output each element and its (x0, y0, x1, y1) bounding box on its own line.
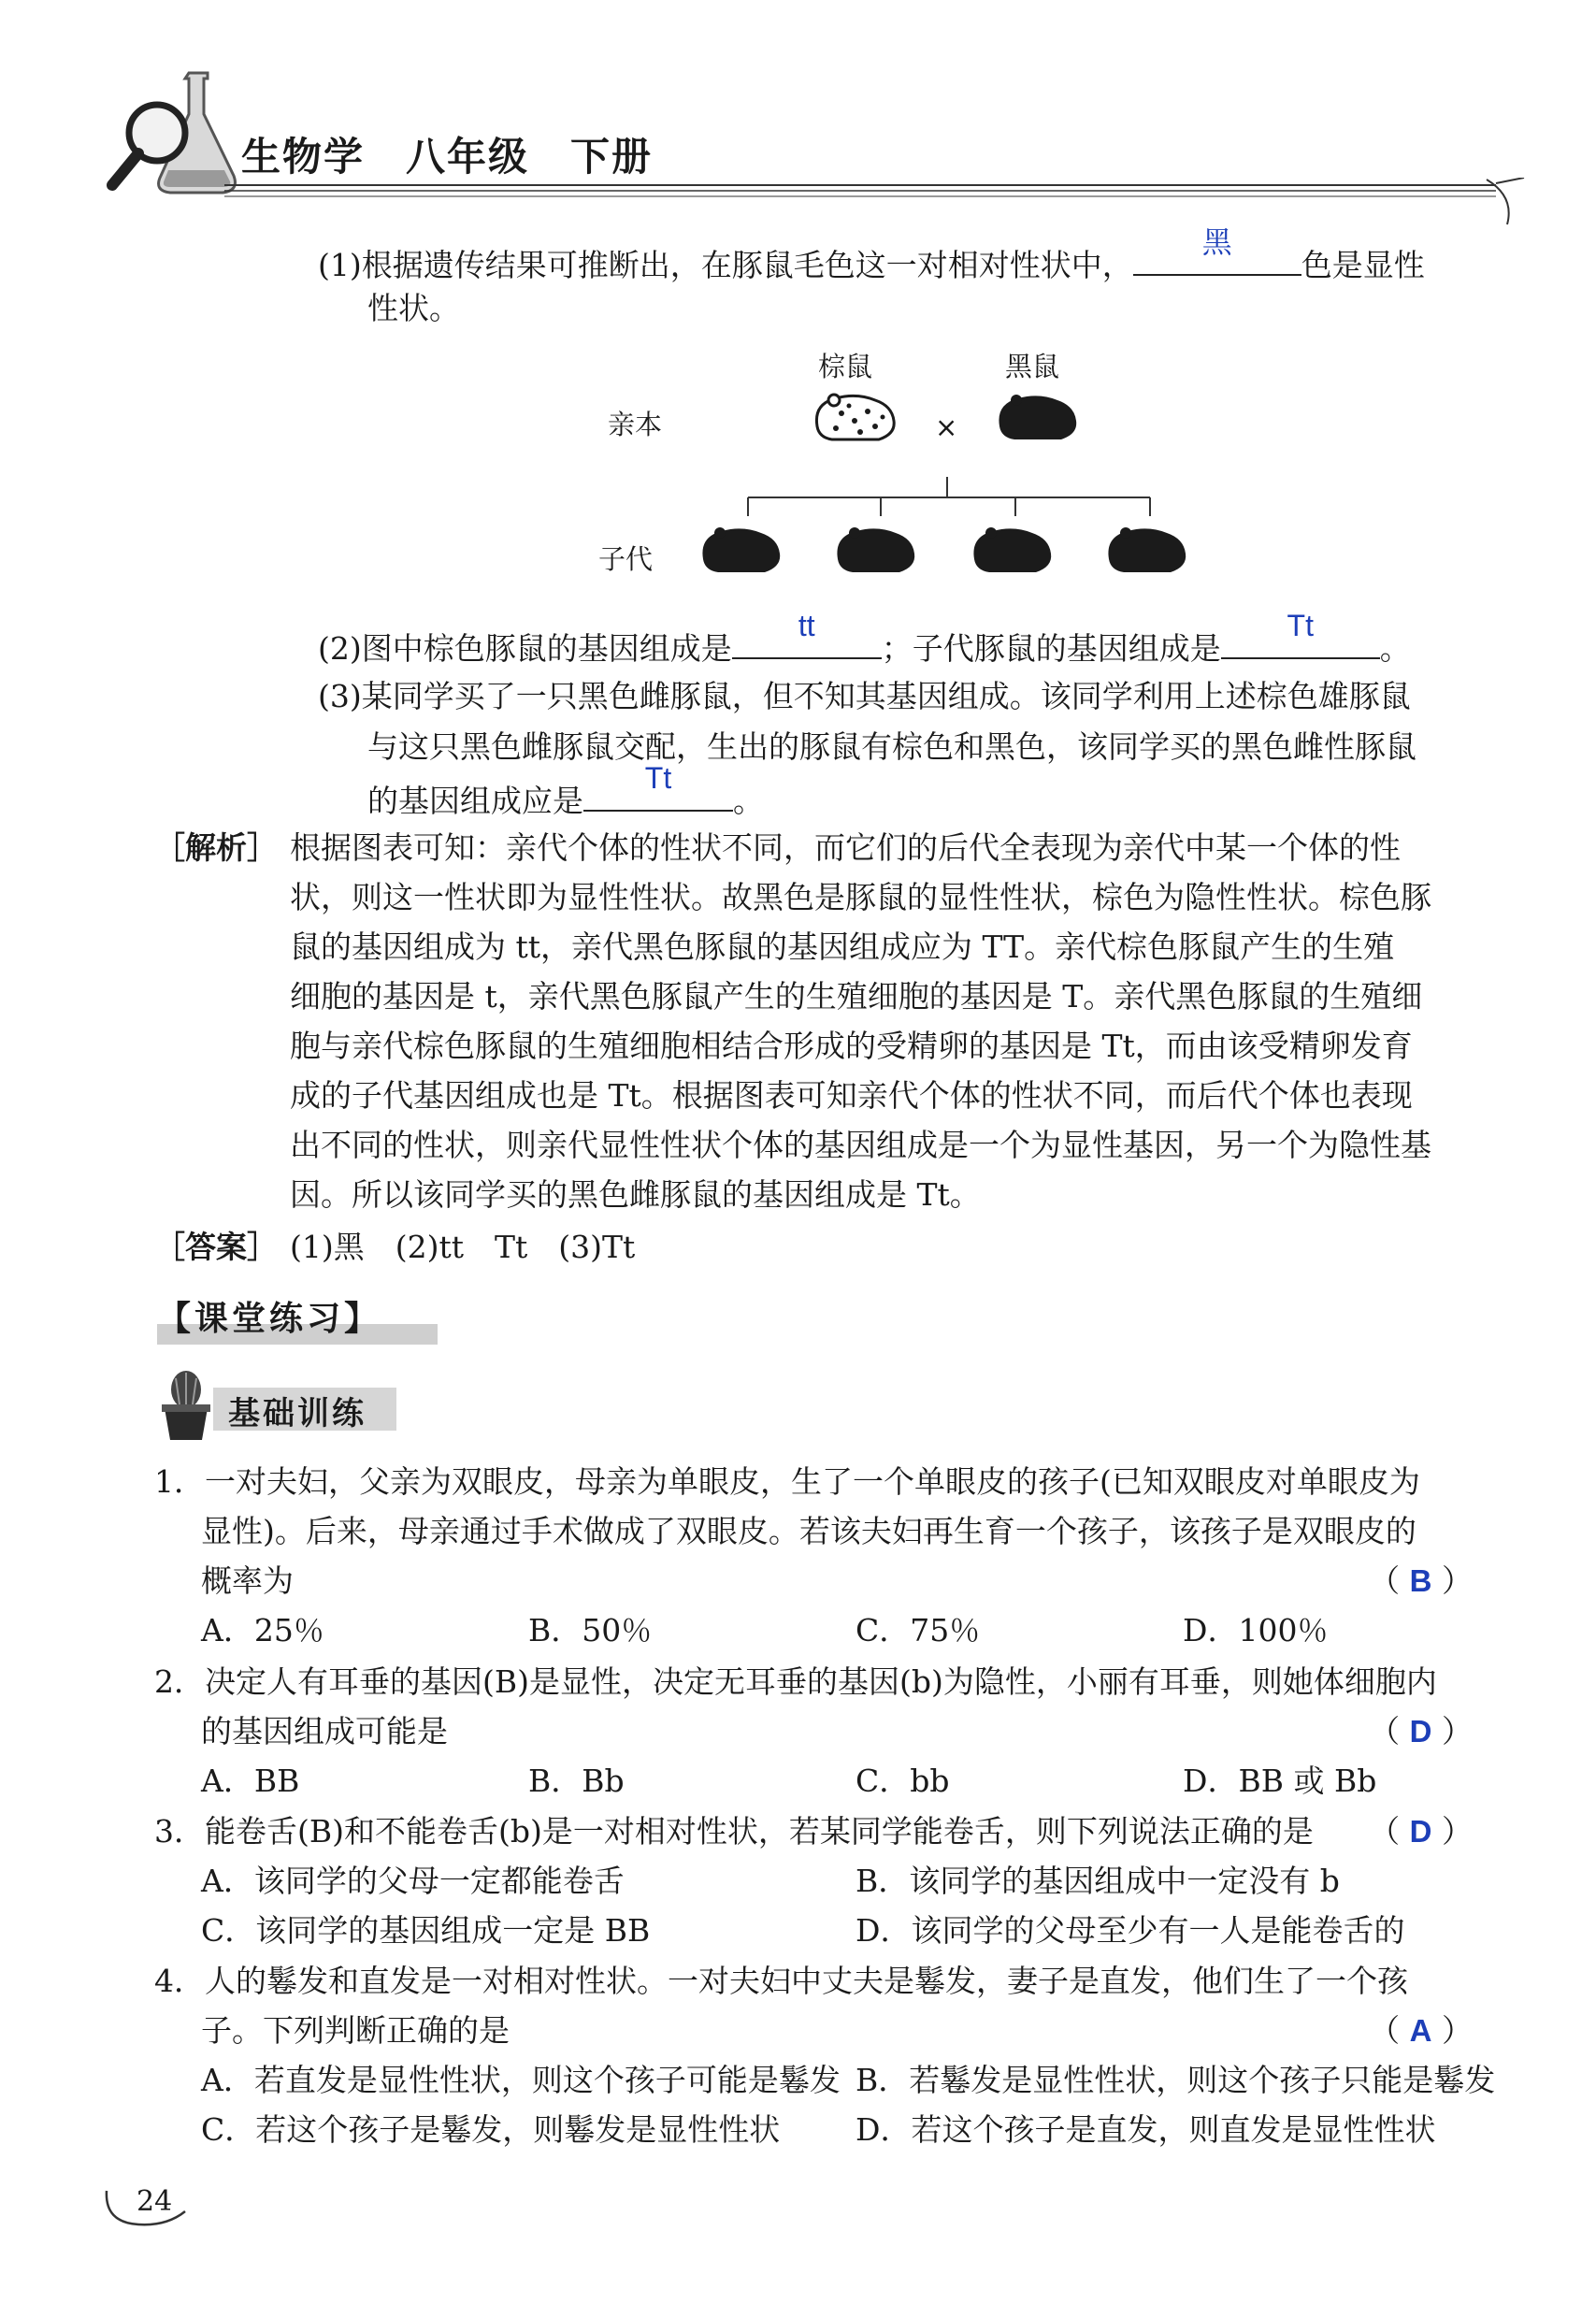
question-line: 的基因组成可能是 (201, 1713, 448, 1749)
option: B．该同学的基因组成中一定没有 b (856, 1863, 1340, 1899)
black-mouse-icon (999, 395, 1076, 439)
option: D．BB 或 Bb (1183, 1763, 1377, 1799)
q2-blank-2 (1221, 609, 1380, 659)
class-practice-title: 【课堂练习】 (157, 1300, 382, 1338)
answer-paren: （ D ） (1369, 1813, 1473, 1850)
question-line: 3．能卷舌(B)和不能卷舌(b)是一对相对性状，若某同学能卷舌，则下列说法正确的是 (154, 1813, 1314, 1850)
question-line: 显性)。后来，母亲通过手术做成了双眼皮。若该夫妇再生育一个孩子，该孩子是双眼皮的 (201, 1513, 1416, 1549)
analysis-line: 根据图表可知：亲代个体的性状不同，而它们的后代全表现为亲代中某一个体的性 (290, 829, 1401, 866)
answer-text: (1)黑 (2)tt Tt (3)Tt (290, 1229, 636, 1265)
answer-tag: ［答案］ (154, 1229, 278, 1265)
answer-paren: （ A ） (1369, 2012, 1473, 2049)
analysis-body (290, 823, 1431, 1219)
q1-line (318, 225, 1425, 290)
q3-text: 的基因组成应是 (367, 783, 583, 819)
cross-symbol: × (935, 411, 958, 443)
offspring-label: 子代 (598, 543, 654, 575)
question-line: 子。下列判断正确的是 (201, 2012, 510, 2049)
header-rule (224, 178, 1533, 234)
option: A．25％ (201, 1612, 324, 1648)
page-number: 24 (137, 2185, 173, 2218)
brown-mouse-label: 棕鼠 (818, 351, 873, 382)
brown-mouse-icon (816, 395, 894, 439)
option: D．100％ (1183, 1612, 1329, 1648)
analysis-line: 出不同的性状，则亲代显性性状个体的基因组成是一个为显性基因，另一个为隐性基 (290, 1127, 1431, 1163)
option: C．该同学的基因组成一定是 BB (201, 1912, 651, 1949)
option: B．Bb (528, 1763, 625, 1799)
offspring-mouse-icon (973, 527, 1051, 572)
question-answer: D (1409, 1714, 1432, 1749)
q2-text: (2)图中棕色豚鼠的基因组成是 (318, 630, 732, 667)
option: C．bb (856, 1763, 950, 1799)
offspring-mouse-icon (1108, 527, 1186, 572)
basic-training-title: 基础训练 (228, 1395, 367, 1432)
parent-label: 亲本 (608, 409, 663, 440)
q2-answer-1: tt (798, 609, 815, 642)
q3-line-1: (3)某同学买了一只黑色雌豚鼠，但不知其基因组成。该同学利用上述棕色雄豚鼠 (318, 678, 1411, 714)
analysis-line: 细胞的基因是 t，亲代黑色豚鼠产生的生殖细胞的基因是 T。亲代黑色豚鼠的生殖细 (290, 978, 1423, 1015)
q1-blank (1133, 225, 1301, 276)
analysis-tag: ［解析］ (154, 829, 278, 866)
q3-text-post: 。 (733, 783, 764, 819)
option: C．75％ (856, 1612, 981, 1648)
cross-diagram (580, 346, 1215, 608)
header (0, 0, 1596, 224)
question-answer: A (1409, 2013, 1432, 2048)
option: A．若直发是显性性状，则这个孩子可能是鬈发 (201, 2062, 841, 2098)
question-line: 1．一对夫妇，父亲为双眼皮，母亲为单眼皮，生了一个单眼皮的孩子(已知双眼皮对单眼皮为 (154, 1463, 1420, 1500)
question-answer: B (1409, 1563, 1432, 1598)
q1-line-2: 性状。 (367, 290, 460, 326)
option: C．若这个孩子是鬈发，则鬈发是显性性状 (201, 2111, 781, 2148)
page-number-badge (101, 2183, 191, 2230)
class-practice-heading (157, 1288, 438, 1346)
header-title: 生物学 八年级 下册 (241, 134, 654, 180)
option: D．若这个孩子是直发，则直发是显性性状 (856, 2111, 1436, 2148)
q3-blank (583, 761, 733, 812)
option: B．若鬈发是显性性状，则这个孩子只能是鬈发 (856, 2062, 1496, 2098)
black-mouse-label: 黑鼠 (1005, 351, 1060, 382)
diagram-shapes (580, 346, 1215, 608)
analysis-line: 因。所以该同学买的黑色雌豚鼠的基因组成是 Tt。 (290, 1176, 981, 1213)
option: D．该同学的父母至少有一人是能卷舌的 (856, 1912, 1405, 1949)
analysis-line: 胞与亲代棕色豚鼠的生殖细胞相结合形成的受精卵的基因是 Tt，而由该受精卵发育 (290, 1028, 1413, 1064)
q3-line-3 (367, 761, 764, 826)
option: A．该同学的父母一定都能卷舌 (201, 1863, 625, 1899)
offspring-mouse-icon (837, 527, 914, 572)
q2-text-mid: ；子代豚鼠的基因组成是 (881, 630, 1221, 667)
analysis-line: 成的子代基因组成也是 Tt。根据图表可知亲代个体的性状不同，而后代个体也表现 (290, 1077, 1413, 1114)
question-2 (154, 1657, 1473, 1799)
q1-answer: 黑 (1201, 225, 1232, 259)
offspring-mouse-icon (702, 527, 780, 572)
question-line: 概率为 (201, 1562, 294, 1599)
question-4 (154, 1956, 1496, 2148)
question-1 (154, 1457, 1473, 1648)
answer-paren: （ D ） (1369, 1713, 1473, 1749)
question-3 (154, 1806, 1473, 1949)
q2-line (318, 609, 1411, 673)
answer-paren: （ B ） (1369, 1562, 1473, 1599)
option: B．50％ (528, 1612, 653, 1648)
q1-text: (1)根据遗传结果可推断出，在豚鼠毛色这一对相对性状中， (318, 247, 1133, 283)
analysis-line: 状，则这一性状即为显性性状。故黑色是豚鼠的显性性状，棕色为隐性性状。棕色豚 (290, 879, 1431, 915)
q2-text-post: 。 (1379, 630, 1411, 667)
q3-answer: Tt (644, 761, 672, 795)
q3-line-2: 与这只黑色雌豚鼠交配，生出的豚鼠有棕色和黑色，该同学买的黑色雌性豚鼠 (367, 728, 1416, 765)
analysis-line: 鼠的基因组成为 tt，亲代黑色豚鼠的基因组成应为 TT。亲代棕色豚鼠产生的生殖 (290, 928, 1395, 965)
q2-answer-2: Tt (1287, 609, 1314, 642)
q2-blank-1 (732, 609, 882, 659)
option: A．BB (201, 1763, 300, 1799)
question-line: 4．人的鬈发和直发是一对相对性状。一对夫妇中丈夫是鬈发，妻子是直发，他们生了一个孩 (154, 1963, 1408, 1999)
question-answer: D (1409, 1814, 1432, 1849)
q1-text-post: 色是显性 (1301, 247, 1425, 283)
cactus-pot-icon (157, 1367, 215, 1442)
basic-training-heading (157, 1367, 400, 1442)
question-line: 2．决定人有耳垂的基因(B)是显性，决定无耳垂的基因(b)为隐性，小丽有耳垂，则她体细胞内 (154, 1663, 1437, 1700)
